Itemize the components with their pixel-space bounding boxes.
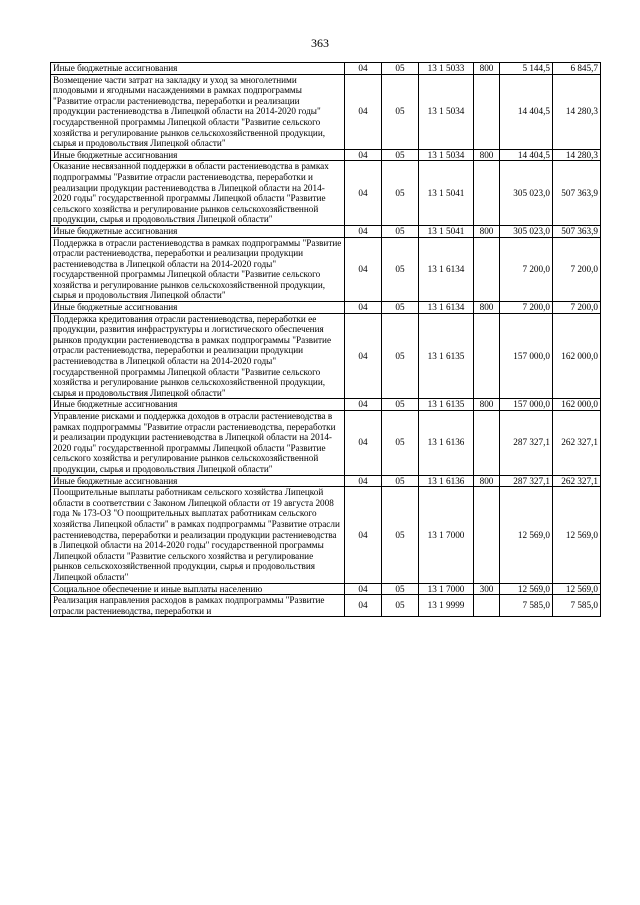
row-subsection-cell: 05 <box>382 313 419 399</box>
row-name-cell: Оказание несвязанной поддержки в области растениеводства в рамках подпрограммы "Развитие отрасли растениеводства, переработки и реализации продукции растениеводства в Липецкой области на 2014-2020 годы" государственной программы Липецкой области "Развитие сельского хозяйства и регулирование рынков сельскохозяйственной продукции, сырья и продовольствия Липецкой области" <box>51 161 345 226</box>
table-row <box>51 583 601 595</box>
row-sum-year1-cell: 7 585,0 <box>500 595 553 617</box>
row-sum-year2-cell: 507 363,9 <box>553 225 601 237</box>
row-sum-year2-cell: 162 000,0 <box>553 399 601 411</box>
row-expense-type-cell <box>474 161 500 226</box>
row-section-cell: 04 <box>345 302 382 314</box>
row-target-article-cell: 13 1 6134 <box>419 302 474 314</box>
row-sum-year1-cell: 287 327,1 <box>500 411 553 476</box>
row-name-cell: Иные бюджетные ассигнования <box>51 63 345 75</box>
row-expense-type-cell: 800 <box>474 302 500 314</box>
row-name-cell: Поддержка кредитования отрасли растениеводства, переработки ее продукции, развития инфраструктуры и логистического обеспечения рынков продукции растениеводства в рамках подпрограммы "Развитие отрасли растениеводства, переработки и реализации продукции растениеводства в Липецкой области на 2014-2020 годы" государственной программы Липецкой области "Развитие сельского хозяйства и регулирование рынков сельскохозяйственной продукции, сырья и продовольствия Липецкой области" <box>51 313 345 399</box>
table-row <box>51 161 601 226</box>
row-sum-year2-cell: 14 280,3 <box>553 149 601 161</box>
row-expense-type-cell <box>474 313 500 399</box>
row-name-cell: Поощрительные выплаты работникам сельского хозяйства Липецкой области в соответствии с Законом Липецкой области от 19 августа 2008 года № 173-ОЗ "О поощрительных выплатах работникам сельского хозяйства Липецкой области" в рамках подпрограммы "Развитие отрасли растениеводства, переработки и реализации продукции растениеводства в Липецкой области на 2014-2020 годы" государственной программы Липецкой области "Развитие сельского хозяйства и регулирование рынков сельскохозяйственной продукции, сырья и продовольствия Липецкой области" <box>51 487 345 583</box>
row-expense-type-cell: 800 <box>474 63 500 75</box>
row-name-cell: Иные бюджетные ассигнования <box>51 399 345 411</box>
row-subsection-cell: 05 <box>382 475 419 487</box>
table-row <box>51 237 601 302</box>
row-name-cell: Поддержка в отрасли растениеводства в рамках подпрограммы "Развитие отрасли растениеводства, переработки и реализации продукции растениеводства в Липецкой области на 2014-2020 годы" государственной программы Липецкой области "Развитие сельского хозяйства и регулирование рынков сельскохозяйственной продукции, сырья и продовольствия Липецкой области" <box>51 237 345 302</box>
row-sum-year1-cell: 12 569,0 <box>500 583 553 595</box>
row-sum-year2-cell: 14 280,3 <box>553 74 601 149</box>
row-expense-type-cell <box>474 74 500 149</box>
row-section-cell: 04 <box>345 399 382 411</box>
row-subsection-cell: 05 <box>382 302 419 314</box>
row-target-article-cell: 13 1 6136 <box>419 475 474 487</box>
row-section-cell: 04 <box>345 313 382 399</box>
row-expense-type-cell: 300 <box>474 583 500 595</box>
row-sum-year2-cell: 12 569,0 <box>553 583 601 595</box>
row-name-cell: Управление рисками и поддержка доходов в отрасли растениеводства в рамках подпрограммы "Развитие отрасли растениеводства, переработки и реализации продукции растениеводства в Липецкой области на 2014-2020 годы" государственной программы Липецкой области "Развитие сельского хозяйства и регулирование рынков сельскохозяйственной продукции, сырья и продовольствия Липецкой области" <box>51 411 345 476</box>
row-target-article-cell: 13 1 6134 <box>419 237 474 302</box>
row-expense-type-cell <box>474 487 500 583</box>
row-sum-year2-cell: 507 363,9 <box>553 161 601 226</box>
row-expense-type-cell <box>474 237 500 302</box>
row-expense-type-cell <box>474 411 500 476</box>
row-sum-year1-cell: 5 144,5 <box>500 63 553 75</box>
row-section-cell: 04 <box>345 225 382 237</box>
row-section-cell: 04 <box>345 74 382 149</box>
row-sum-year1-cell: 7 200,0 <box>500 237 553 302</box>
table-row <box>51 225 601 237</box>
row-section-cell: 04 <box>345 63 382 75</box>
row-name-cell: Иные бюджетные ассигнования <box>51 149 345 161</box>
table-row <box>51 399 601 411</box>
row-expense-type-cell: 800 <box>474 149 500 161</box>
row-expense-type-cell <box>474 595 500 617</box>
row-target-article-cell: 13 1 5033 <box>419 63 474 75</box>
row-subsection-cell: 05 <box>382 595 419 617</box>
row-sum-year2-cell: 12 569,0 <box>553 487 601 583</box>
row-section-cell: 04 <box>345 583 382 595</box>
row-subsection-cell: 05 <box>382 149 419 161</box>
row-subsection-cell: 05 <box>382 583 419 595</box>
row-section-cell: 04 <box>345 237 382 302</box>
row-target-article-cell: 13 1 5034 <box>419 74 474 149</box>
row-sum-year2-cell: 162 000,0 <box>553 313 601 399</box>
row-target-article-cell: 13 1 7000 <box>419 583 474 595</box>
row-target-article-cell: 13 1 5034 <box>419 149 474 161</box>
table-row <box>51 595 601 617</box>
row-section-cell: 04 <box>345 487 382 583</box>
row-expense-type-cell: 800 <box>474 225 500 237</box>
row-subsection-cell: 05 <box>382 161 419 226</box>
row-sum-year1-cell: 305 023,0 <box>500 225 553 237</box>
row-subsection-cell: 05 <box>382 74 419 149</box>
row-sum-year2-cell: 262 327,1 <box>553 411 601 476</box>
row-sum-year1-cell: 14 404,5 <box>500 149 553 161</box>
row-sum-year2-cell: 7 200,0 <box>553 237 601 302</box>
row-section-cell: 04 <box>345 149 382 161</box>
row-name-cell: Иные бюджетные ассигнования <box>51 475 345 487</box>
row-section-cell: 04 <box>345 475 382 487</box>
table-row <box>51 313 601 399</box>
row-target-article-cell: 13 1 5041 <box>419 161 474 226</box>
row-subsection-cell: 05 <box>382 225 419 237</box>
row-sum-year1-cell: 14 404,5 <box>500 74 553 149</box>
row-sum-year2-cell: 7 200,0 <box>553 302 601 314</box>
row-sum-year1-cell: 12 569,0 <box>500 487 553 583</box>
row-target-article-cell: 13 1 6135 <box>419 399 474 411</box>
row-name-cell: Возмещение части затрат на закладку и уход за многолетними плодовыми и ягодными насаждениями в рамках подпрограммы "Развитие отрасли растениеводства, переработки и реализации продукции растениеводства в Липецкой области на 2014-2020 годы" государственной программы Липецкой области "Развитие сельского хозяйства и регулирование рынков сельскохозяйственной продукции, сырья и продовольствия Липецкой области" <box>51 74 345 149</box>
row-sum-year2-cell: 7 585,0 <box>553 595 601 617</box>
row-target-article-cell: 13 1 9999 <box>419 595 474 617</box>
row-name-cell: Иные бюджетные ассигнования <box>51 225 345 237</box>
row-subsection-cell: 05 <box>382 487 419 583</box>
row-expense-type-cell: 800 <box>474 475 500 487</box>
page-number: 363 <box>311 36 329 50</box>
row-subsection-cell: 05 <box>382 63 419 75</box>
row-sum-year2-cell: 6 845,7 <box>553 63 601 75</box>
row-section-cell: 04 <box>345 595 382 617</box>
table-row <box>51 74 601 149</box>
row-subsection-cell: 05 <box>382 411 419 476</box>
row-subsection-cell: 05 <box>382 399 419 411</box>
row-target-article-cell: 13 1 6136 <box>419 411 474 476</box>
table-row <box>51 149 601 161</box>
row-name-cell: Социальное обеспечение и иные выплаты населению <box>51 583 345 595</box>
row-sum-year2-cell: 262 327,1 <box>553 475 601 487</box>
budget-table <box>50 62 601 617</box>
row-name-cell: Реализация направления расходов в рамках подпрограммы "Развитие отрасли растениеводства, переработки и <box>51 595 345 617</box>
row-target-article-cell: 13 1 6135 <box>419 313 474 399</box>
table-row <box>51 63 601 75</box>
row-expense-type-cell: 800 <box>474 399 500 411</box>
row-sum-year1-cell: 305 023,0 <box>500 161 553 226</box>
table-row <box>51 487 601 583</box>
table-row <box>51 411 601 476</box>
row-sum-year1-cell: 157 000,0 <box>500 399 553 411</box>
row-target-article-cell: 13 1 7000 <box>419 487 474 583</box>
row-sum-year1-cell: 287 327,1 <box>500 475 553 487</box>
row-name-cell: Иные бюджетные ассигнования <box>51 302 345 314</box>
row-sum-year1-cell: 7 200,0 <box>500 302 553 314</box>
row-sum-year1-cell: 157 000,0 <box>500 313 553 399</box>
row-section-cell: 04 <box>345 161 382 226</box>
row-section-cell: 04 <box>345 411 382 476</box>
table-row <box>51 475 601 487</box>
row-target-article-cell: 13 1 5041 <box>419 225 474 237</box>
row-subsection-cell: 05 <box>382 237 419 302</box>
table-row <box>51 302 601 314</box>
